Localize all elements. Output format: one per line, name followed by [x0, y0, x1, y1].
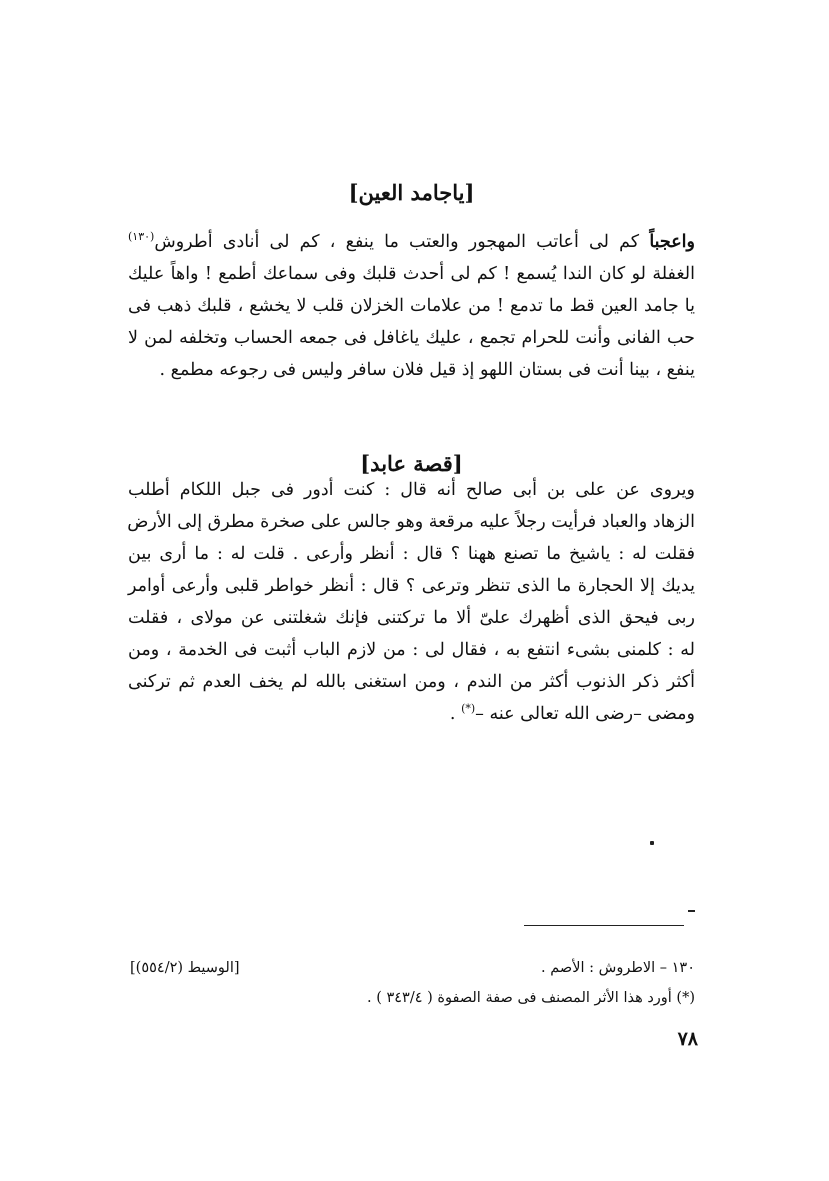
footnote-130-source: [الوسيط (٥٥٤/٢)]: [130, 960, 240, 976]
footnote-130-text: ١٣٠ – الاطروش : الأصم .: [541, 960, 695, 976]
lead-word: واعجباً: [649, 232, 695, 252]
paragraph-line: حب الفانى وأنت للحرام تجمع ، عليك ياغافل فى جمعه الحساب وتخلفه لمن لا: [128, 328, 695, 348]
paragraph-line: ربى فيحق الذى أظهرك علىّ ألا ما تركتنى فإنك شغلتنى عن مولاى ، فقلت: [128, 608, 695, 628]
section-heading-qissat-abid: [قصة عابد]: [360, 451, 463, 476]
footnotes: [128, 953, 695, 1013]
paragraph-line: الزهاد والعباد فرأيت رجلاً عليه مرقعة وهو جالس على صخرة مطرق إلى الأرض: [127, 512, 695, 532]
section-body-jamid-al-ayn: [128, 226, 695, 386]
section-body-qissat-abid: [128, 474, 695, 730]
paragraph-line: له : كلمنى بشىء انتفع به ، فقال لى : من لازم الباب أثبت فى الخدمة ، ومن: [128, 640, 695, 660]
paragraph-line: ينفع ، بينا أنت فى بستان اللهو إذ قيل فلان سافر وليس فى رجوعه مطمع .: [159, 360, 695, 380]
paragraph-line: [128, 226, 695, 258]
line-text: كم لى أعاتب المهجور والعتب ما ينفع ، كم لى أنادى أطروش: [154, 232, 640, 252]
paragraph-line: فقلت له : ياشيخ ما تصنع ههنا ؟ قال : أنظر وأرعى . قلت له : ما أرى بين: [128, 544, 695, 564]
section-heading-jamid-al-ayn: [ياجامد العين]: [348, 180, 475, 205]
paragraph-line: ويروى عن على بن أبى صالح أنه قال : كنت أدور فى جبل اللكام أطلب: [128, 480, 695, 500]
footnote-asterisk-text: (*) أورد هذا الأثر المصنف فى صفة الصفوة ( ٣٤٣/٤ ) .: [366, 990, 695, 1006]
footnote-separator: [524, 925, 684, 926]
line-text: ومضى –رضى الله تعالى عنه –: [475, 704, 695, 724]
paragraph-line: الغفلة لو كان الندا يُسمع ! كم لى أحدث قلبك وفى سماعك أطمع ! واهاً عليك: [128, 264, 695, 284]
footnote-asterisk: [128, 983, 695, 1013]
paragraph-line: يديك إلا الحجارة ما الذى تنظر وترعى ؟ قال : أنظر خواطر قلبى وأرعى أوامر: [128, 576, 695, 596]
footnote-130: [128, 953, 695, 983]
paragraph-line: أكثر ذكر الذنوب أكثر من الندم ، ومن استغنى بالله لم يخف العدم ثم تركنى: [128, 672, 695, 692]
page-number: ٧٨: [677, 1028, 698, 1050]
line-end: .: [449, 704, 462, 724]
paragraph-line: يا جامد العين قط ما تدمع ! من علامات الخزلان قلب لا يخشع ، قلبك ذهب فى: [128, 296, 695, 316]
paragraph-line: [128, 698, 695, 730]
footnote-ref-130: (١٣٠): [128, 230, 155, 243]
footnote-ref-asterisk: (*): [461, 702, 476, 715]
footnote-rule-tick: [688, 910, 695, 912]
stray-print-mark: [650, 841, 654, 845]
